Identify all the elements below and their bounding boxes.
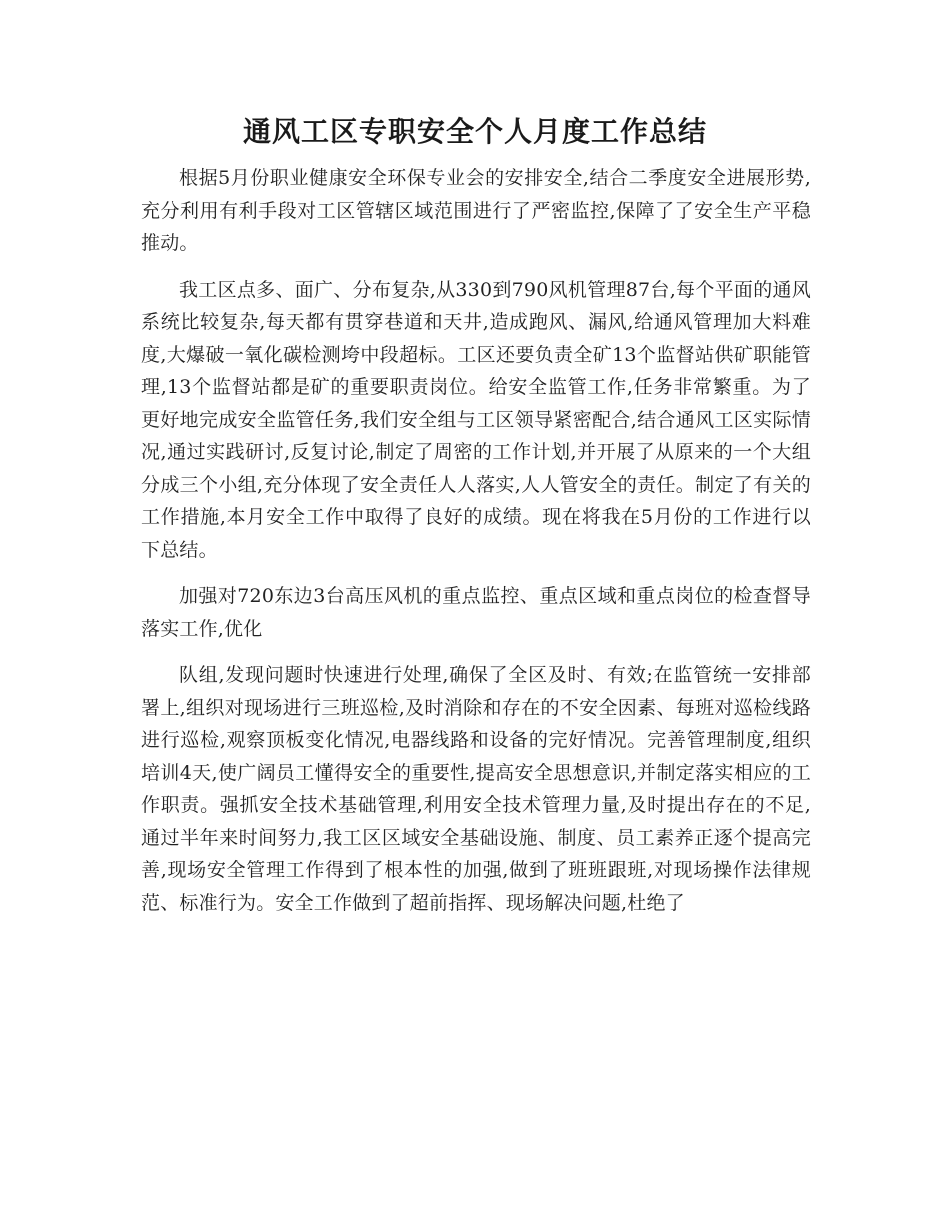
paragraph-3: 加强对720东边3台高压风机的重点监控、重点区域和重点岗位的检查督导落实工作,优化 (141, 585, 811, 640)
document-body (141, 162, 811, 933)
paragraph-4: 队组,发现问题时快速进行处理,确保了全区及时、有效;在监管统一安排部署上,组织对现场进行三班巡检,及时消除和存在的不安全因素、每班对巡检线路进行巡检,观察顶板变化情况,电器线路和设备的完好情况。完善管理制度,组织培训4天,使广阔员工懂得安全的重要性,提高安全思想意识,并制定落实相应的工作职责。强抓安全技术基础管理,利用安全技术管理力量,及时提出存在的不足,通过半年来时间努力,我工区区域安全基础设施、制度、员工素养正逐个提高完善,现场安全管理工作得到了根本性的加强,做到了班班跟班,对现场操作法律规范、标准行为。安全工作做到了超前指挥、现场解决问题,杜绝了 (141, 664, 811, 914)
paragraph-2: 我工区点多、面广、分布复杂,从330到790风机管理87台,每个平面的通风系统比较复杂,每天都有贯穿巷道和天井,造成跑风、漏风,给通风管理加大料难度,大爆破一氧化碳检测垮中段超标。工区还要负责全矿13个监督站供矿职能管理,13个监督站都是矿的重要职责岗位。给安全监管工作,任务非常繁重。为了更好地完成安全监管任务,我们安全组与工区领导紧密配合,结合通风工区实际情况,通过实践研讨,反复讨论,制定了周密的工作计划,并开展了从原来的一个大组分成三个小组,充分体现了安全责任人人落实,人人管安全的责任。制定了有关的工作措施,本月安全工作中取得了良好的成绩。现在将我在5月份的工作进行以下总结。 (141, 278, 811, 561)
document-title: 通风工区专职安全个人月度工作总结 (242, 115, 707, 148)
paragraph-1: 根据5月份职业健康安全环保专业会的安排安全,结合二季度安全进展形势,充分利用有利手段对工区管辖区域范围进行了严密监控,保障了了安全生产平稳推动。 (141, 167, 811, 254)
